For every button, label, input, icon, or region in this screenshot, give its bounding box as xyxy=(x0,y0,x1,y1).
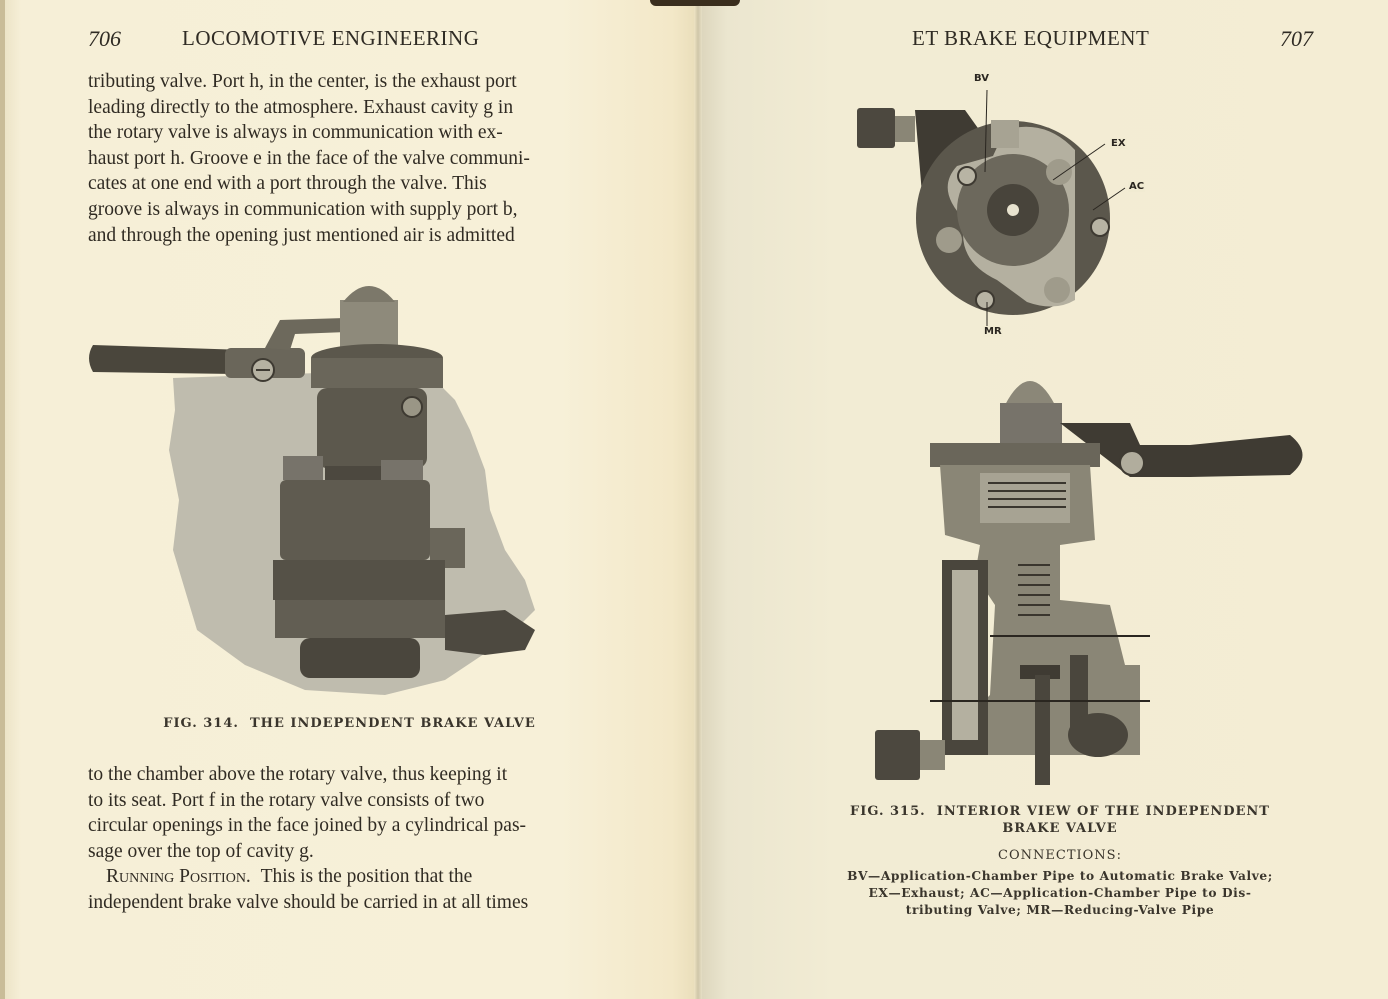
text-fragment: This is the position that the xyxy=(260,866,473,888)
figure-title: THE INDEPENDENT BRAKE VALVE xyxy=(249,716,536,731)
figure-number: FIG. 314. xyxy=(163,716,239,731)
text-line xyxy=(88,864,611,890)
spine-shadow xyxy=(650,0,740,6)
valve-section-illustration xyxy=(870,365,1320,785)
legend-line: tributing Valve; MR—Reducing-Valve Pipe xyxy=(905,903,1215,917)
text-line: groove is always in communication with supply port b, xyxy=(88,198,518,220)
callout-ex: EX xyxy=(1111,138,1126,149)
text-line: independent brake valve should be carried in at all times xyxy=(88,891,529,913)
figure-number: FIG. 315. xyxy=(850,804,926,819)
callout-bv: BV xyxy=(974,73,989,84)
valve-face-view-illustration xyxy=(855,80,1155,330)
legend-line: BV—Application-Chamber Pipe to Automatic Brake Valve; xyxy=(847,869,1273,883)
text-line: to the chamber above the rotary valve, thus keeping it xyxy=(88,764,508,785)
text-line: and through the opening just mentioned air is admitted xyxy=(88,224,515,246)
text-line: haust port h. Groove e in the face of the valve communi- xyxy=(88,147,530,169)
text-line: the rotary valve is always in communication with ex- xyxy=(88,122,503,144)
text-line: cates at one end with a port through the valve. This xyxy=(88,173,487,195)
figure-title-line1: INTERIOR VIEW OF THE INDEPENDENT xyxy=(936,804,1270,819)
connections-heading: CONNECTIONS: xyxy=(998,848,1122,863)
page-number-left: 706 xyxy=(88,26,121,51)
text-line: leading directly to the atmosphere. Exhaust cavity g in xyxy=(88,96,514,118)
page-edge xyxy=(0,0,5,999)
book-gutter xyxy=(694,0,702,999)
running-head-left: LOCOMOTIVE ENGINEERING xyxy=(182,26,480,50)
legend-line: EX—Exhaust; AC—Application-Chamber Pipe to Dis- xyxy=(868,886,1252,900)
callout-ac: AC xyxy=(1129,181,1145,192)
text-line: to its seat. Port f in the rotary valve consists of two xyxy=(88,789,485,811)
section-heading-running-position: Running Position. xyxy=(106,866,251,888)
figure-title-line2: BRAKE VALVE xyxy=(1002,821,1118,836)
caption-line xyxy=(800,803,1320,820)
page-number-right: 707 xyxy=(1280,26,1313,51)
running-head-right: ET BRAKE EQUIPMENT xyxy=(912,26,1150,50)
text-line: tributing valve. Port h, in the center, is the exhaust port xyxy=(88,71,517,92)
text-line: circular openings in the face joined by a cylindrical pas- xyxy=(88,815,527,837)
figure-315-caption xyxy=(800,803,1320,837)
paragraph-bottom xyxy=(88,762,611,916)
callout-mr: MR xyxy=(984,326,1002,337)
paragraph-top xyxy=(88,69,611,248)
connections-legend xyxy=(800,868,1320,919)
figure-314-caption xyxy=(88,716,611,731)
brake-valve-illustration xyxy=(85,270,555,700)
text-line: sage over the top of cavity g. xyxy=(88,840,314,862)
